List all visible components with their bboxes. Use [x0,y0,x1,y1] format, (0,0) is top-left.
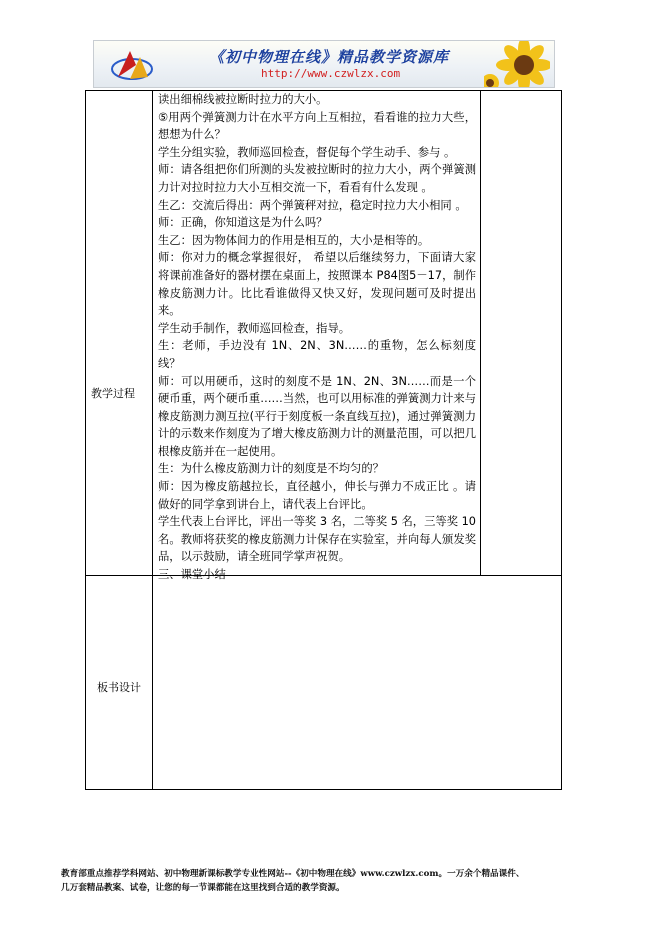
process-paragraph: 师：正确，你知道这是为什么吗？ [158,216,328,230]
site-banner [93,40,555,88]
banner-title: 《初中物理在线》精品教学资源库 [209,48,450,66]
process-paragraph: 三、课堂小结 [158,568,226,582]
process-paragraph: 生：为什么橡皮筋测力计的刻度是不均匀的？ [158,462,384,476]
process-paragraph: 读出细棉线被拉断时拉力的大小。 [158,93,328,106]
footer-line-1: 教育部重点推荐学科网站、初中物理新课标教学专业性网站--《初中物理在线》www.czwlzx.com。一万余个精品课件、 [61,869,525,879]
process-paragraph: ⑤用两个弹簧测力计在水平方向上互相拉，看看谁的拉力大些，想想为什么？ [158,110,476,142]
site-logo-icon [110,47,158,83]
banner-url[interactable]: http://www.czwlzx.com [261,67,401,80]
sunflower-icon [484,40,550,88]
row-label-teaching-process: 教学过程 [91,387,135,400]
process-paragraph: 学生分组实验，教师巡回检查，督促每个学生动手、参与 。 [158,145,456,159]
row-label-board-design: 板书设计 [97,681,141,694]
process-paragraph: 学生动手制作，教师巡回检查，指导。 [158,321,351,335]
process-paragraph: 师：你对力的概念掌握很好， 希望以后继续努力，下面请大家将课前准备好的器材摆在桌面上，按照课本 P84图5－17，制作橡皮筋测力计。比比看谁做得又快又好，发现问题可及时提出来。 [158,251,476,318]
process-paragraph: 师：可以用硬币，这时的刻度不是 1N、2N、3N……而是一个硬币重，两个硬币重……当然，也可以用标准的弹簧测力计来与橡皮筋测力测互拉(平行于刻度板一条直线互拉)，通过弹簧测力计的示数来作刻度为了增大橡皮筋测力计的测量范围，可以把几根橡皮筋并在一起使用。 [158,374,476,458]
process-paragraph: 生乙：因为物体间力的作用是相互的，大小是相等的。 [158,233,430,247]
footer-line-2: 几万套精品教案、试卷，让您的每一节课都能在这里找到合适的教学资源。 [61,883,345,893]
process-paragraph: 学生代表上台评比，评出一等奖 3 名，二等奖 5 名，三等奖 10 名。教师将获奖的橡皮筋测力计保存在实验室，并向每人颁发奖品，以示鼓励，请全班同学掌声祝贺。 [158,515,476,564]
col-divider-right [480,90,481,575]
col-divider-left [152,90,153,790]
process-paragraph: 师：因为橡皮筋越拉长，直径越小，伸长与弹力不成正比 。请做好的同学拿到讲台上，请代表上台评比。 [158,480,476,511]
teaching-process-content [158,91,476,584]
process-paragraph: 生：老师，手边没有 1N、2N、3N……的重物，怎么标刻度线？ [158,339,476,370]
process-paragraph: 生乙：交流后得出：两个弹簧秤对拉，稳定时拉力大小相同 。 [158,198,467,212]
page-footer [61,867,601,895]
process-paragraph: 师：请各组把你们所测的头发被拉断时的拉力大小，两个弹簧测力计对拉时拉力大小互相交流一下，看看有什么发现 。 [158,163,476,194]
